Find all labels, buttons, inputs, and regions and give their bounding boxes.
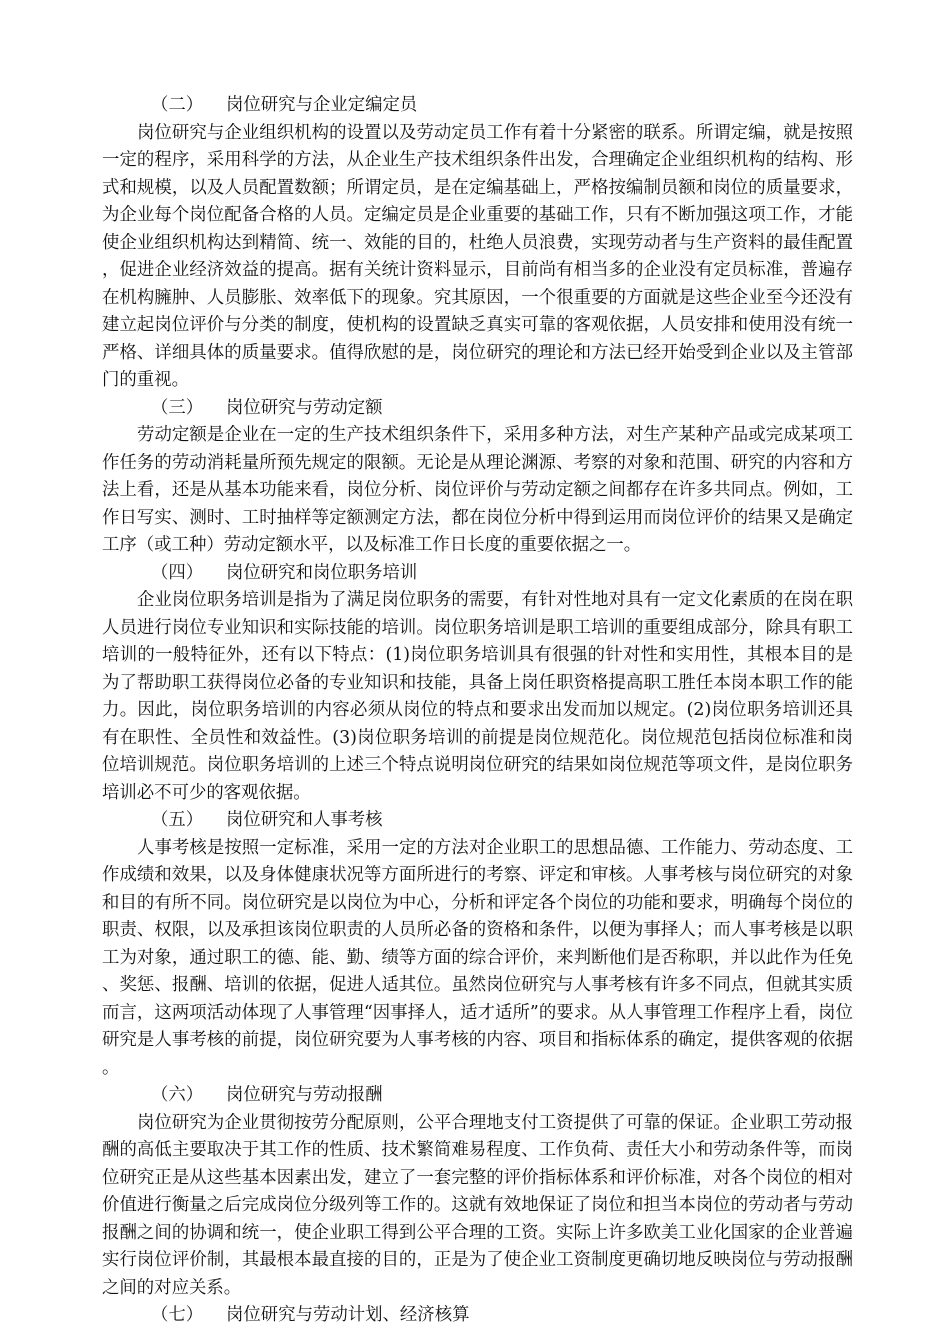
- section-title: 岗位研究与企业定编定员: [226, 95, 418, 115]
- section-paragraph-6: 岗位研究为企业贯彻按劳分配原则，公平合理地支付工资提供了可靠的保证。企业职工劳动报酬的高低主要取决于其工作的性质、技术繁简难易程度、工作负荷、责任大小和劳动条件等，而岗位研究正是从这些基本因素出发，建立了一套完整的评价指标体系和评价标准，对各个岗位的相对价值进行衡量之后完成岗位分级列等工作的。这就有效地保证了岗位和担当本岗位的劳动者与劳动报酬之间的协调和统一，使企业职工得到公平合理的工资。实际上许多欧美工业化国家的企业普遍实行岗位评价制，其最根本最直接的目的，正是为了使企业工资制度更确切地反映岗位与劳动报酬之间的对应关系。: [102, 1112, 853, 1298]
- section-heading-5: [102, 807, 853, 835]
- section-number: （四）: [151, 562, 204, 583]
- section-heading-7: [102, 1302, 853, 1330]
- section-title: 岗位研究与劳动定额: [226, 397, 383, 418]
- section-number: （二）: [151, 95, 204, 115]
- section-paragraph-2: 岗位研究与企业组织机构的设置以及劳动定员工作有着十分紧密的联系。所谓定编，就是按照一定的程序，采用科学的方法，从企业生产技术组织条件出发，合理确定企业组织机构的结构、形式和规模，以及人员配置数额；所谓定员，是在定编基础上，严格按编制员额和岗位的质量要求，为企业每个岗位配备合格的人员。定编定员是企业重要的基础工作，只有不断加强这项工作，才能使企业组织机构达到精简、统一、效能的目的，杜绝人员浪费，实现劳动者与生产资料的最佳配置，促进企业经济效益的提高。据有关统计资料显示，目前尚有相当多的企业没有定员标准，普遍存在机构臃肿、人员膨胀、效率低下的现象。究其原因，一个很重要的方面就是这些企业至今还没有建立起岗位评价与分类的制度，使机构的设置缺乏真实可靠的客观依据，人员安排和使用没有统一严格、详细具体的质量要求。值得欣慰的是，岗位研究的理论和方法已经开始受到企业以及主管部门的重视。: [102, 122, 853, 390]
- section-paragraph-3: 劳动定额是企业在一定的生产技术组织条件下，采用多种方法，对生产某种产品或完成某项工作任务的劳动消耗量所预先规定的限额。无论是从理论渊源、考察的对象和范围、研究的内容和方法上看，还是从基本功能来看，岗位分析、岗位评价与劳动定额之间都存在许多共同点。例如，工作日写实、测时、工时抽样等定额测定方法，都在岗位分析中得到运用而岗位评价的结果又是确定工序（或工种）劳动定额水平，以及标准工作日长度的重要依据之一。: [102, 425, 853, 555]
- section-number: （六）: [151, 1085, 204, 1105]
- section-heading-6: [102, 1082, 853, 1110]
- section-number: （三）: [151, 397, 204, 418]
- section-title: 岗位研究与劳动计划、经济核算: [226, 1305, 470, 1325]
- section-title: 岗位研究与劳动报酬: [226, 1085, 383, 1105]
- section-paragraph-4: 企业岗位职务培训是指为了满足岗位职务的需要，有针对性地对具有一定文化素质的在岗在职人员进行岗位专业知识和实际技能的培训。岗位职务培训是职工培训的重要组成部分，除具有职工培训的一般特征外，还有以下特点：(1)岗位职务培训具有很强的针对性和实用性，其根本目的是为了帮助职工获得岗位必备的专业知识和技能，具备上岗任职资格提高职工胜任本岗本职工作的能力。因此，岗位职务培训的内容必须从岗位的特点和要求出发而加以规定。(2)岗位职务培训还具有在职性、全员性和效益性。(3)岗位职务培训的前提是岗位规范化。岗位规范包括岗位标准和岗位培训规范。岗位职务培训的上述三个特点说明岗位研究的结果如岗位规范等项文件，是岗位职务培训必不可少的客观依据。: [102, 590, 853, 803]
- section-title: 岗位研究和岗位职务培训: [226, 562, 418, 583]
- document-body: [102, 92, 853, 1330]
- section-heading-2: [102, 92, 853, 120]
- section-title: 岗位研究和人事考核: [226, 810, 383, 830]
- section-heading-3: [102, 395, 853, 423]
- section-number: （五）: [151, 810, 204, 830]
- section-heading-4: [102, 560, 853, 588]
- section-paragraph-5: 人事考核是按照一定标准，采用一定的方法对企业职工的思想品德、工作能力、劳动态度、工作成绩和效果，以及身体健康状况等方面所进行的考察、评定和审核。人事考核与岗位研究的对象和目的有所不同。岗位研究是以岗位为中心，分析和评定各个岗位的功能和要求，明确每个岗位的职责、权限，以及承担该岗位职责的人员所必备的资格和条件，以便为事择人；而人事考核是以职工为对象，通过职工的德、能、勤、绩等方面的综合评价，来判断他们是否称职，并以此作为任免、奖惩、报酬、培训的依据，促进人适其位。虽然岗位研究与人事考核有许多不同点，但就其实质而言，这两项活动体现了人事管理“因事择人，适才适所”的要求。从人事管理工作程序上看，岗位研究是人事考核的前提，岗位研究要为人事考核的内容、项目和指标体系的确定，提供客观的依据。: [102, 837, 853, 1078]
- section-number: （七）: [151, 1305, 204, 1325]
